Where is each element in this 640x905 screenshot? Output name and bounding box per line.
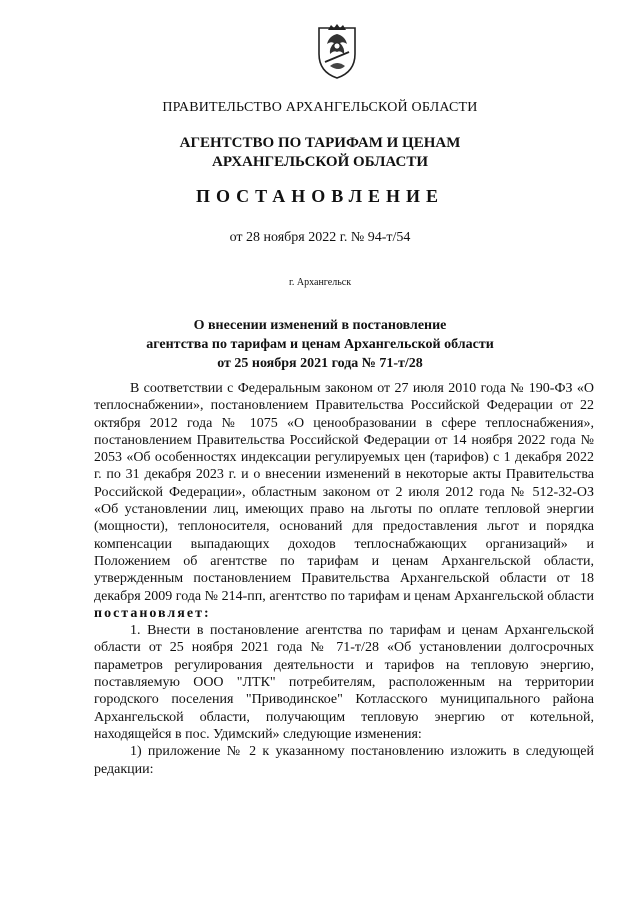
subject-line-2: агентства по тарифам и ценам Архангельской области [146,337,494,352]
document-body [94,380,594,778]
government-title: ПРАВИТЕЛЬСТВО АРХАНГЕЛЬСКОЙ ОБЛАСТИ [162,100,478,115]
document-type-title: ПОСТАНОВЛЕНИЕ [195,186,445,206]
preamble-text: В соответствии с Федеральным законом от 27 июля 2010 года № 190-ФЗ «О теплоснабжении», постановлением Правительства Российской Федерации от 22 октября 2012 года № 1075 «О ценообразовании в сфере теплоснабжения», постановлением Правительства Российской Федерации от 14 ноября 2022 года № 2053 «Об особенностях индексации регулируемых цен (тарифов) с 1 декабря 2022 г. по 31 декабря 2023 г. и о внесении изменений в некоторые акты Правительства Российской Федерации», областным законом от 2 июля 2012 года № 512-32-ОЗ «Об установлении лиц, имеющих право на льготы по оплате тепловой энергии (мощности), теплоносителя, оснований для предоставления льгот и порядка компенсации выпадающих доходов теплоснабжающих организаций» и Положением об агентстве по тарифам и ценам Архангельской области, утвержденным постановлением Правительства Архангельской области от 18 декабря 2009 года № 214-пп, агентство по тарифам и ценам Архангельской области [94,381,594,604]
agency-title-line-2: АРХАНГЕЛЬСКОЙ ОБЛАСТИ [212,154,428,170]
agency-title-line-1: АГЕНТСТВО ПО ТАРИФАМ И ЦЕНАМ [179,135,461,151]
agency-title [0,134,640,172]
document-date-number: от 28 ноября 2022 г. № 94-т/54 [229,230,411,245]
body-paragraph-subitem-1: 1) приложение № 2 к указанному постановлению изложить в следующей редакции: [94,744,594,777]
body-paragraph-preamble [94,380,594,622]
document-subject [0,316,640,373]
body-paragraph-item-1: 1. Внести в постановление агентства по тарифам и ценам Архангельской области от 25 ноября 2021 года № 71-т/28 «Об установлении долгосрочных параметров регулирования деятельности и тарифов на тепловую энергию, поставляемую ООО "ЛТК" потребителям, расположенным на территории городского поселения "Приводинское" Котласского муниципального района Архангельской области, получающим тепловую энергию от котельной, находящейся в пос. Удимский» следующие изменения: [94,623,594,742]
subject-line-1: О внесении изменений в постановление [193,318,447,333]
document-city: г. Архангельск [288,277,352,288]
decree-word: постановляет: [94,605,211,621]
subject-line-3: от 25 ноября 2021 года № 71-т/28 [217,356,423,371]
coat-of-arms-icon [315,22,359,80]
